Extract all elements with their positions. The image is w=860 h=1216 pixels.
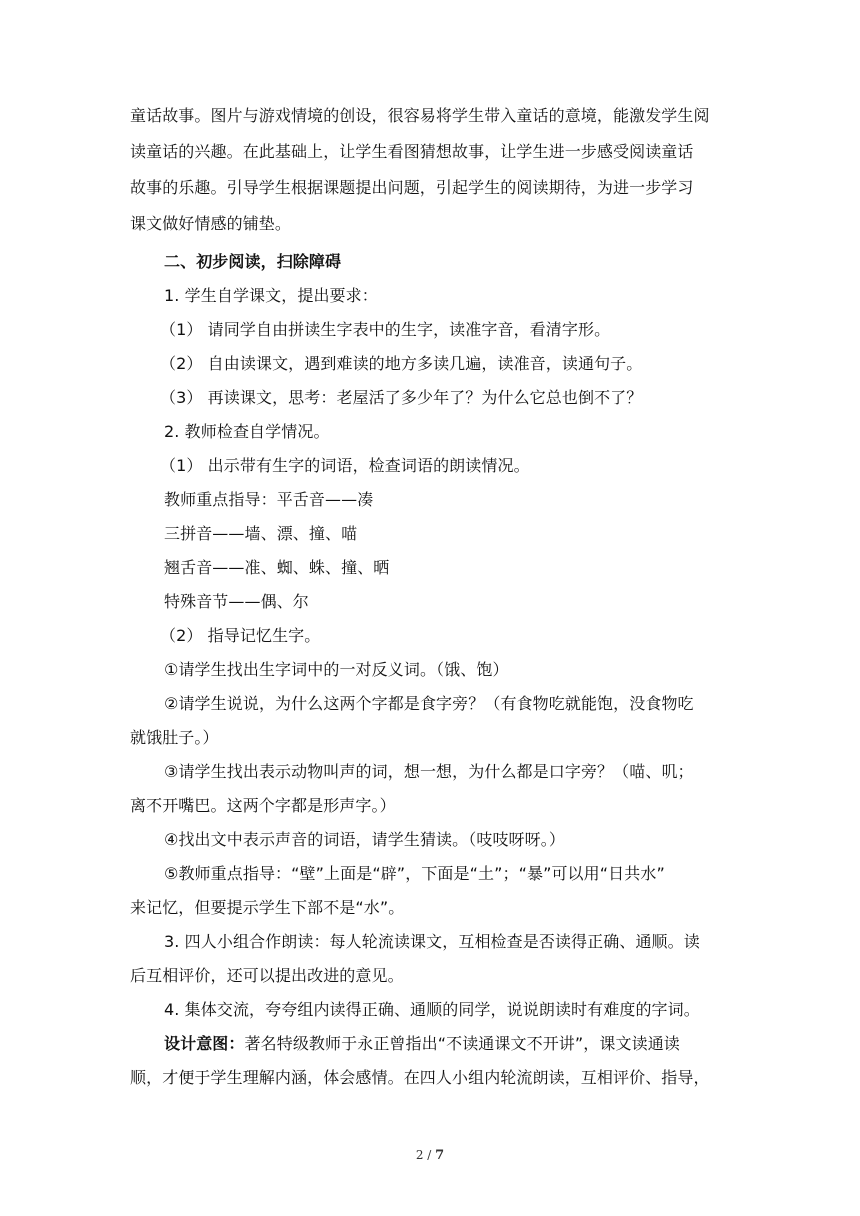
paragraph-line: 三拼音——墙、漂、撞、喵: [164, 524, 358, 543]
list-item: 4. 集体交流，夸夸组内读得正确、通顺的同学，说说朗读时有难度的字词。: [164, 1000, 700, 1019]
list-item: （3） 再读课文，思考：老屋活了多少年了？为什么它总也倒不了？: [160, 388, 643, 407]
paragraph-line: 特殊音节——偶、尔: [164, 592, 309, 611]
paragraph-line: 翘舌音——准、蜘、蛛、撞、晒: [164, 558, 390, 577]
page-current: 2: [415, 1148, 424, 1162]
paragraph-line: 就饿肚子。）: [130, 728, 219, 747]
list-item: 2. 教师检查自学情况。: [164, 422, 330, 441]
paragraph-line: 离不开嘴巴。这两个字都是形声字。）: [130, 796, 396, 815]
list-item: ⑤教师重点指导：“壁”上面是“辟”，下面是“土”；“暴”可以用“日共水”: [164, 864, 665, 883]
design-intent-label: 设计意图：: [164, 1034, 245, 1053]
paragraph-line: 教师重点指导：平舌音——凑: [164, 490, 374, 509]
paragraph-line: 来记忆，但要提示学生下部不是“水”。: [130, 898, 405, 917]
paragraph-line: 顺，才便于学生理解内涵，体会感情。在四人小组内轮流朗读，互相评价、指导，: [130, 1068, 710, 1087]
list-item: ③请学生找出表示动物叫声的词，想一想，为什么都是口字旁？（喵、叽；: [164, 762, 694, 781]
page-total: 7: [435, 1148, 445, 1163]
design-intent-paragraph: [164, 1034, 680, 1054]
design-intent-text: 著名特级教师于永正曾指出“不读通课文不开讲”，课文读通读: [244, 1034, 680, 1053]
list-item: （1） 出示带有生字的词语，检查词语的朗读情况。: [160, 456, 530, 475]
list-item: （2） 指导记忆生字。: [160, 626, 321, 645]
list-item: （1） 请同学自由拼读生字表中的生字，读准字音，看清字形。: [160, 320, 611, 339]
list-item: ②请学生说说，为什么这两个字都是食字旁？（有食物吃就能饱，没食物吃: [164, 694, 694, 713]
section-heading: 二、初步阅读，扫除障碍: [164, 252, 342, 271]
list-item: （2） 自由读课文，遇到难读的地方多读几遍，读准音，读通句子。: [160, 354, 643, 373]
list-item: 1. 学生自学课文，提出要求：: [164, 286, 378, 305]
page-number: [0, 1148, 860, 1163]
list-item: ④找出文中表示声音的词语，请学生猜读。（吱吱呀呀。）: [164, 830, 565, 849]
list-item: 3. 四人小组合作朗读：每人轮流读课文，互相检查是否读得正确、通顺。读: [164, 932, 700, 951]
paragraph-line: 故事的乐趣。引导学生根据课题提出问题，引起学生的阅读期待，为进一步学习: [130, 178, 694, 197]
paragraph-line: 课文做好情感的铺垫。: [130, 214, 292, 233]
paragraph-line: 童话故事。图片与游戏情境的创设，很容易将学生带入童话的意境，能激发学生阅: [130, 106, 710, 125]
paragraph-line: 读童话的兴趣。在此基础上，让学生看图猜想故事，让学生进一步感受阅读童话: [130, 142, 694, 161]
paragraph-line: 后互相评价，还可以提出改进的意见。: [130, 966, 404, 985]
list-item: ①请学生找出生字词中的一对反义词。（饿、饱）: [164, 660, 509, 679]
page-separator: /: [423, 1148, 436, 1162]
